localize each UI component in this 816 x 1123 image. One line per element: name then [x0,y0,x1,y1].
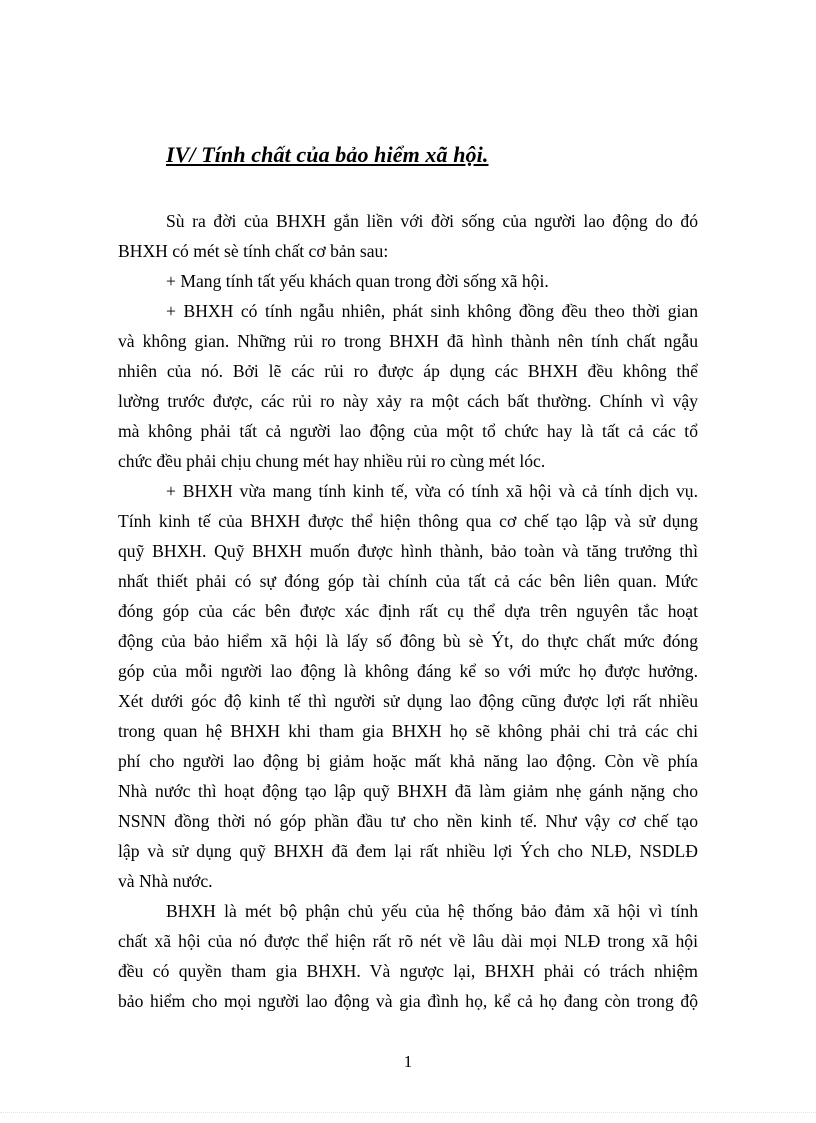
text-line: BHXH có mét sè tính chất cơ bản sau: [118,241,389,261]
text-line: + BHXH có tính ngẫu nhiên, phát sinh không đồng đều theo thời gian [166,301,698,321]
text-line: Xét dưới góc độ kinh tế thì người sử dụng lao động cũng được lợi rất nhiều [118,691,698,711]
page-bottom-divider [0,1112,816,1113]
page-number: 1 [403,1052,413,1071]
text-line: nhiên của nó. Bởi lẽ các rủi ro được áp dụng các BHXH đều không thể [118,361,698,381]
text-line: chức đều phải chịu chung mét hay nhiều rủi ro cùng mét lóc. [118,451,546,471]
text-line: lập và sử dụng quỹ BHXH đã đem lại rất nhiều lợi Ých cho NLĐ, NSDLĐ [118,841,698,861]
text-line: NSNN đồng thời nó góp phần đầu tư cho nền kinh tế. Như vậy cơ chế tạo [118,811,698,831]
body-text [118,206,698,1016]
text-line: Sù ra đời của BHXH gắn liền với đời sống của người lao động do đó [166,211,698,231]
section-title: IV/ Tính chất của bảo hiểm xã hội. [166,142,489,167]
text-line: quỹ BHXH. Quỹ BHXH muốn được hình thành, bảo toàn và tăng trưởng thì [118,541,698,561]
text-line: mà không phải tất cả người lao động của một tổ chức hay là tất cả các tổ [118,421,698,441]
text-line: chất xã hội của nó được thể hiện rất rõ nét về lâu dài mọi NLĐ trong xã hội [118,931,698,951]
text-line: + BHXH vừa mang tính kinh tế, vừa có tính xã hội và cả tính dịch vụ. [166,481,698,501]
text-line: BHXH là mét bộ phận chủ yếu của hệ thống bảo đảm xã hội vì tính [166,901,698,921]
text-line: và không gian. Những rủi ro trong BHXH đã hình thành nên tính chất ngẫu [118,331,698,351]
text-line: đều có quyền tham gia BHXH. Và ngược lại, BHXH phải có trách nhiệm [118,961,698,981]
text-line: phí cho người lao động bị giảm hoặc mất khả năng lao động. Còn về phía [118,751,698,771]
text-line: bảo hiểm cho mọi người lao động và gia đình họ, kể cả họ đang còn trong độ [118,991,698,1011]
text-line: lường trước được, các rủi ro này xảy ra một cách bất thường. Chính vì vậy [118,391,698,411]
text-line: Nhà nước thì hoạt động tạo lập quỹ BHXH đã làm giảm nhẹ gánh nặng cho [118,781,698,801]
text-line: + Mang tính tất yếu khách quan trong đời sống xã hội. [166,271,549,291]
text-line: nhất thiết phải có sự đóng góp tài chính của tất cả các bên liên quan. Mức [118,571,698,591]
text-line: và Nhà nước. [118,871,213,891]
text-line: Tính kinh tế của BHXH được thể hiện thông qua cơ chế tạo lập và sử dụng [118,511,698,531]
text-line: góp của mỗi người lao động là không đáng kể so với mức họ được hưởng. [118,661,698,681]
text-line: động của bảo hiểm xã hội là lấy số đông bù sè Ýt, do thực chất mức đóng [118,631,698,651]
text-line: trong quan hệ BHXH khi tham gia BHXH họ sẽ không phải chi trả các chi [118,721,698,741]
text-line: đóng góp của các bên được xác định rất cụ thể dựa trên nguyên tắc hoạt [118,601,698,621]
